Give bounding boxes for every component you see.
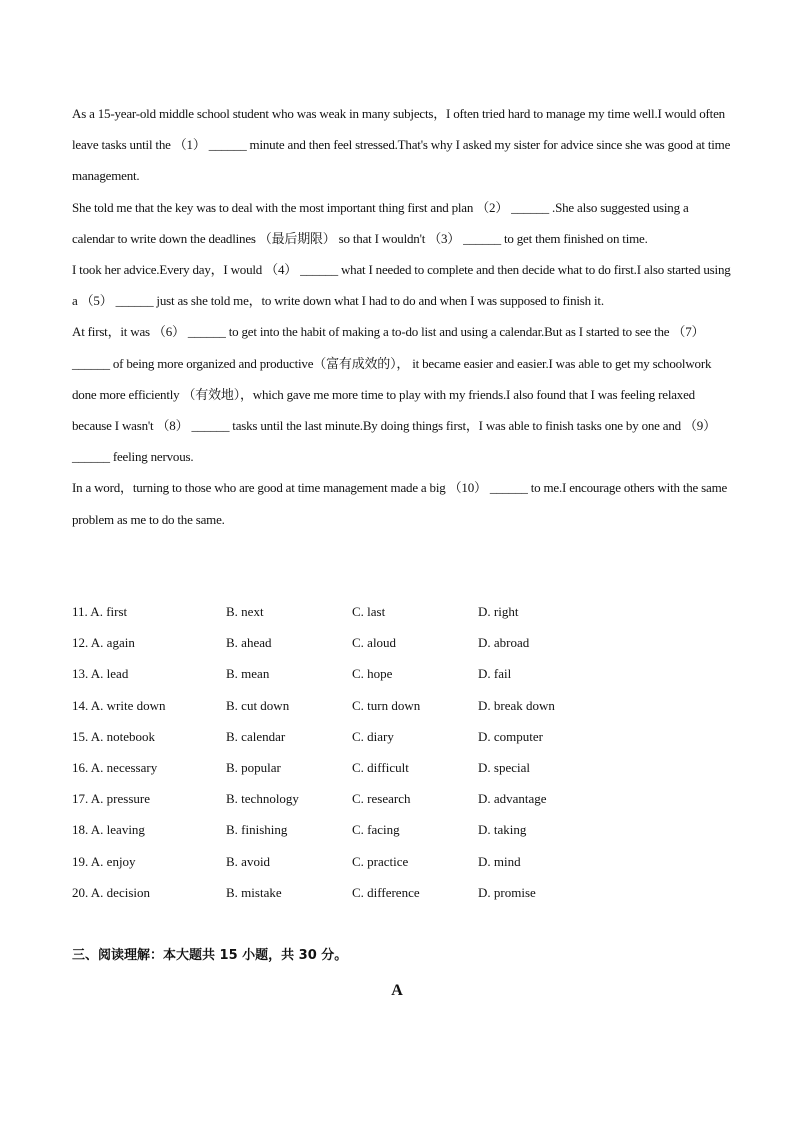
- question-row: [72, 658, 732, 689]
- option-a: 15. A. notebook: [72, 728, 156, 744]
- option-d: D. special: [478, 759, 530, 775]
- option-a: 14. A. write down: [72, 697, 166, 713]
- option-b: B. popular: [226, 759, 281, 775]
- option-c: C. turn down: [352, 697, 421, 713]
- option-d: D. mind: [478, 853, 521, 869]
- option-a: 20. A. decision: [72, 884, 150, 900]
- option-c: C. aloud: [352, 635, 397, 651]
- option-a: 11. A. first: [72, 604, 128, 619]
- answer-options: [72, 596, 732, 908]
- option-d: D. right: [478, 604, 519, 619]
- option-a: 13. A. lead: [72, 666, 129, 682]
- passage-paragraph: I took her advice.Every day，I would （4） ______ what I needed to complete and then decide what to do first.I also started using a （5） ______ just as she told me，to write down what I had to do and when I was supposed to finish it.: [72, 262, 731, 309]
- option-d: D. computer: [478, 728, 543, 744]
- question-row: [72, 877, 732, 908]
- option-c: C. research: [352, 791, 411, 807]
- option-c: C. hope: [352, 666, 393, 682]
- option-b: B. next: [226, 604, 264, 619]
- passage-paragraph: She told me that the key was to deal with the most important thing first and plan （2） ______ .She also suggested using a calendar to write down the deadlines （最后期限） so that I wouldn't （3） ______ to get them finished on time.: [72, 199, 689, 246]
- question-row: [72, 846, 732, 877]
- option-b: B. calendar: [226, 728, 286, 744]
- passage-paragraph: At first，it was （6） ______ to get into the habit of making a to-do list and using a calendar.But as I started to see the （7） ______ of being more organized and productive（富有成效的）， it became easier and easier.I was able to get my schoolwork done more efficiently （有效地），which gave me more time to play with my friends.I also found that I was feeling relaxed because I wasn't （8） ______ tasks until the last minute.By doing things first，I was able to finish tasks one by one and （9） ______ feeling nervous.: [72, 324, 716, 465]
- passage-label: A: [391, 982, 403, 999]
- option-d: D. fail: [478, 666, 512, 682]
- option-d: D. taking: [478, 822, 527, 838]
- option-c: C. facing: [352, 822, 400, 838]
- option-b: B. mistake: [226, 884, 282, 900]
- question-row: [72, 596, 732, 627]
- option-d: D. break down: [478, 697, 555, 713]
- option-a: 12. A. again: [72, 635, 135, 651]
- cloze-passage: [72, 98, 732, 535]
- option-d: D. advantage: [478, 791, 547, 807]
- section-heading: 三、阅读理解：本大题共 15 小题，共 30 分。: [72, 948, 348, 963]
- question-row: [72, 752, 732, 783]
- option-a: 18. A. leaving: [72, 822, 145, 838]
- option-b: B. finishing: [226, 822, 288, 838]
- option-c: C. difference: [352, 884, 420, 900]
- question-row: [72, 721, 732, 752]
- passage-paragraph: As a 15-year-old middle school student who was weak in many subjects，I often tried hard to manage my time well.I would often leave tasks until the （1） ______ minute and then feel stressed.That's why I asked my sister for advice since she was good at time management.: [72, 106, 731, 184]
- option-b: B. avoid: [226, 853, 271, 869]
- question-row: [72, 783, 732, 814]
- option-b: B. ahead: [226, 635, 272, 651]
- question-row: [72, 814, 732, 845]
- option-c: C. last: [352, 604, 386, 619]
- option-b: B. technology: [226, 791, 299, 807]
- option-a: 19. A. enjoy: [72, 853, 136, 869]
- option-b: B. mean: [226, 666, 270, 682]
- option-b: B. cut down: [226, 697, 290, 713]
- option-c: C. difficult: [352, 759, 409, 775]
- option-a: 16. A. necessary: [72, 759, 158, 775]
- option-c: C. diary: [352, 728, 394, 744]
- option-c: C. practice: [352, 853, 409, 869]
- question-row: [72, 690, 732, 721]
- option-d: D. abroad: [478, 635, 530, 651]
- option-a: 17. A. pressure: [72, 791, 150, 807]
- passage-paragraph: In a word，turning to those who are good at time management made a big （10） ______ to me.I encourage others with the same problem as me to do the same.: [72, 480, 728, 527]
- option-d: D. promise: [478, 884, 536, 900]
- question-row: [72, 627, 732, 658]
